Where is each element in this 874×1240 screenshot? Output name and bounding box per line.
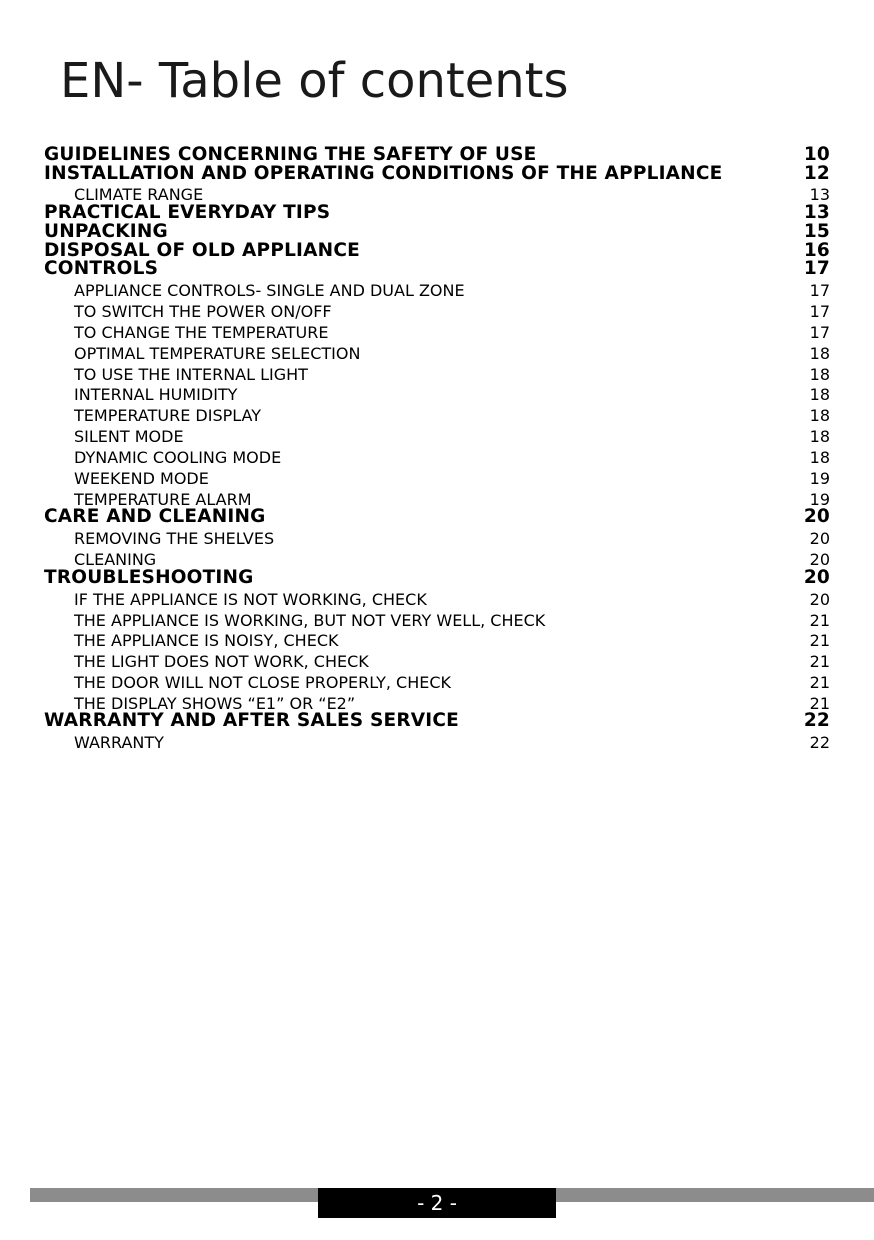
- toc-subentry-page: 20: [809, 590, 830, 609]
- toc-subentry-label: REMOVING THE SHELVES: [74, 529, 275, 548]
- toc-subentry-page: 18: [809, 385, 830, 404]
- toc-subentry[interactable]: [44, 385, 830, 404]
- toc-subentry-page: 17: [809, 302, 830, 321]
- toc-subentry-page: 20: [809, 529, 830, 548]
- toc-entry[interactable]: [44, 711, 830, 731]
- toc-subentry[interactable]: [44, 733, 830, 752]
- toc-subentry-label: THE LIGHT DOES NOT WORK, CHECK: [74, 652, 369, 671]
- toc-subentry-label: INTERNAL HUMIDITY: [74, 385, 238, 404]
- toc-subentry[interactable]: [44, 365, 830, 384]
- toc-entry-label: WARRANTY AND AFTER SALES SERVICE: [44, 710, 459, 731]
- page-number: - 2 -: [417, 1191, 457, 1215]
- toc-subentry[interactable]: [44, 611, 830, 630]
- toc-subentry-label: SILENT MODE: [74, 427, 184, 446]
- toc-subentry-label: TEMPERATURE ALARM: [74, 490, 252, 509]
- toc-entry[interactable]: [44, 568, 830, 588]
- toc-subentry-label: WEEKEND MODE: [74, 469, 209, 488]
- toc-subentry-label: APPLIANCE CONTROLS- SINGLE AND DUAL ZONE: [74, 281, 465, 300]
- toc-subentry-page: 19: [809, 469, 830, 488]
- toc-subentry-page: 21: [809, 694, 830, 713]
- page-title: EN- Table of contents: [60, 53, 569, 109]
- toc-subentry[interactable]: [44, 590, 830, 609]
- toc-subentry[interactable]: [44, 448, 830, 467]
- toc-subentry[interactable]: [44, 631, 830, 650]
- toc-entry[interactable]: [44, 164, 830, 184]
- toc-entry-page: 20: [803, 506, 830, 527]
- toc-entry-page: 10: [803, 144, 830, 165]
- toc-entry[interactable]: [44, 145, 830, 165]
- toc-entry-label: CONTROLS: [44, 258, 159, 279]
- toc-entry-page: 15: [803, 221, 830, 242]
- toc-entry-page: 20: [803, 567, 830, 588]
- toc-subentry-label: TEMPERATURE DISPLAY: [74, 406, 262, 425]
- toc-subentry-label: CLEANING: [74, 550, 157, 569]
- toc-entry-label: TROUBLESHOOTING: [44, 567, 254, 588]
- toc-subentry-page: 20: [809, 550, 830, 569]
- toc-subentry-page: 21: [809, 611, 830, 630]
- toc-subentry-page: 18: [809, 448, 830, 467]
- toc-subentry-label: TO USE THE INTERNAL LIGHT: [74, 365, 308, 384]
- toc-subentry-page: 19: [809, 490, 830, 509]
- toc-subentry-label: DYNAMIC COOLING MODE: [74, 448, 282, 467]
- toc-entry-page: 16: [803, 240, 830, 261]
- toc-entry-label: DISPOSAL OF OLD APPLIANCE: [44, 240, 360, 261]
- toc-subentry[interactable]: [44, 427, 830, 446]
- toc-subentry[interactable]: [44, 344, 830, 363]
- toc-subentry-label: WARRANTY: [74, 733, 164, 752]
- toc-entry-label: INSTALLATION AND OPERATING CONDITIONS OF THE APPLIANCE: [44, 163, 723, 184]
- toc-subentry-label: OPTIMAL TEMPERATURE SELECTION: [74, 344, 361, 363]
- toc-subentry-label: TO SWITCH THE POWER ON/OFF: [74, 302, 332, 321]
- toc-subentry-label: THE APPLIANCE IS WORKING, BUT NOT VERY WELL, CHECK: [74, 611, 546, 630]
- toc-subentry-page: 18: [809, 406, 830, 425]
- toc-entry-page: 17: [803, 258, 830, 279]
- toc-subentry[interactable]: [44, 302, 830, 321]
- toc-entry[interactable]: [44, 507, 830, 527]
- toc-subentry-page: 21: [809, 652, 830, 671]
- toc-subentry-page: 21: [809, 673, 830, 692]
- toc-entry-label: GUIDELINES CONCERNING THE SAFETY OF USE: [44, 144, 537, 165]
- toc-entry-page: 12: [803, 163, 830, 184]
- toc-subentry-page: 22: [809, 733, 830, 752]
- toc-subentry-label: THE DOOR WILL NOT CLOSE PROPERLY, CHECK: [74, 673, 451, 692]
- toc-subentry-page: 18: [809, 365, 830, 384]
- toc-entry-page: 13: [803, 202, 830, 223]
- toc-subentry-label: THE DISPLAY SHOWS “E1” OR “E2”: [74, 694, 356, 713]
- toc-subentry-page: 13: [809, 185, 830, 204]
- toc-subentry-page: 17: [809, 323, 830, 342]
- toc-entry-label: PRACTICAL EVERYDAY TIPS: [44, 202, 331, 223]
- toc-subentry[interactable]: [44, 281, 830, 300]
- toc-subentry-label: IF THE APPLIANCE IS NOT WORKING, CHECK: [74, 590, 427, 609]
- toc-entry-page: 22: [803, 710, 830, 731]
- toc-subentry-label: TO CHANGE THE TEMPERATURE: [74, 323, 329, 342]
- toc-entry-label: CARE AND CLEANING: [44, 506, 266, 527]
- toc-subentry[interactable]: [44, 652, 830, 671]
- toc-entry[interactable]: [44, 259, 830, 279]
- toc-subentry[interactable]: [44, 673, 830, 692]
- toc-entry[interactable]: [44, 222, 830, 242]
- toc-subentry-page: 17: [809, 281, 830, 300]
- toc-subentry[interactable]: [44, 529, 830, 548]
- toc-subentry[interactable]: [44, 406, 830, 425]
- toc-subentry-page: 21: [809, 631, 830, 650]
- toc-subentry-label: THE APPLIANCE IS NOISY, CHECK: [74, 631, 339, 650]
- toc-entry[interactable]: [44, 203, 830, 223]
- toc-entry[interactable]: [44, 241, 830, 261]
- toc-subentry-label: CLIMATE RANGE: [74, 185, 204, 204]
- toc-subentry-page: 18: [809, 344, 830, 363]
- toc-subentry[interactable]: [44, 323, 830, 342]
- toc-subentry-page: 18: [809, 427, 830, 446]
- toc-entry-label: UNPACKING: [44, 221, 168, 242]
- toc-subentry[interactable]: [44, 469, 830, 488]
